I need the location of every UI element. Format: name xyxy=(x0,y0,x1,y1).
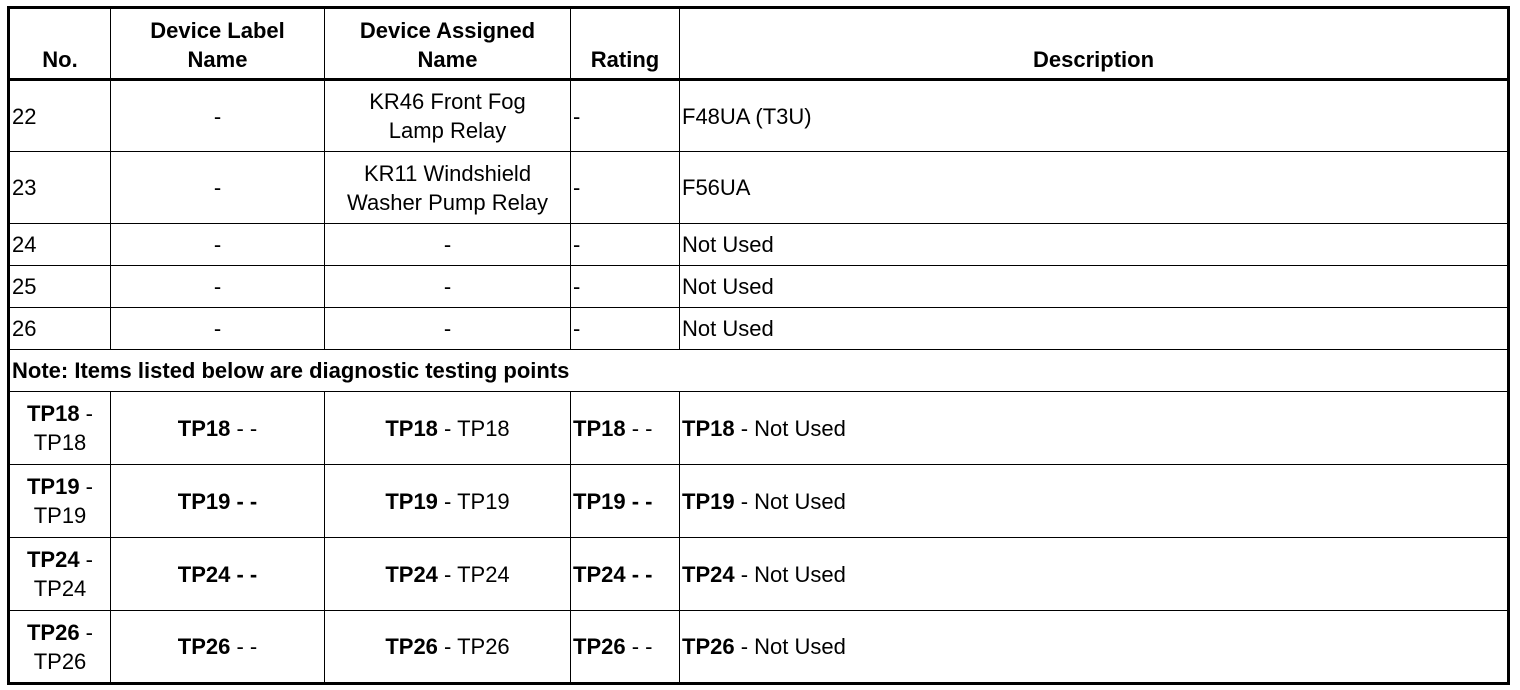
cell-description: TP19 - Not Used xyxy=(680,465,1509,538)
cell-label: TP19 - - xyxy=(111,465,325,538)
cell-rating: - xyxy=(571,152,680,224)
cell-label: - xyxy=(111,80,325,152)
cell-label: TP18 - - xyxy=(111,392,325,465)
test-point-row xyxy=(9,392,1509,465)
header-device-assigned-name: Device Assigned Name xyxy=(325,8,571,80)
cell-rating: - xyxy=(571,308,680,350)
cell-no: 24 xyxy=(9,224,111,266)
header-rating: Rating xyxy=(571,8,680,80)
cell-rating: TP26 - - xyxy=(571,611,680,684)
cell-description: TP26 - Not Used xyxy=(680,611,1509,684)
cell-rating: TP19 - - xyxy=(571,465,680,538)
cell-label: - xyxy=(111,266,325,308)
cell-description: TP18 - Not Used xyxy=(680,392,1509,465)
cell-assigned: - xyxy=(325,266,571,308)
cell-no: TP18 - TP18 xyxy=(9,392,111,465)
header-row xyxy=(9,8,1509,80)
cell-no: 26 xyxy=(9,308,111,350)
cell-assigned: KR11 Windshield Washer Pump Relay xyxy=(325,152,571,224)
cell-no: TP19 - TP19 xyxy=(9,465,111,538)
header-description: Description xyxy=(680,8,1509,80)
cell-assigned: - xyxy=(325,308,571,350)
cell-description: F56UA xyxy=(680,152,1509,224)
fuse-table-container xyxy=(7,6,1510,685)
cell-rating: - xyxy=(571,80,680,152)
test-point-row xyxy=(9,465,1509,538)
cell-assigned: TP19 - TP19 xyxy=(325,465,571,538)
header-device-label-name: Device Label Name xyxy=(111,8,325,80)
test-point-row xyxy=(9,538,1509,611)
cell-label: TP24 - - xyxy=(111,538,325,611)
cell-label: - xyxy=(111,224,325,266)
cell-description: Not Used xyxy=(680,266,1509,308)
table-row xyxy=(9,266,1509,308)
table-row xyxy=(9,80,1509,152)
cell-no: TP24 - TP24 xyxy=(9,538,111,611)
note-text: Note: Items listed below are diagnostic testing points xyxy=(9,350,1509,392)
cell-description: Not Used xyxy=(680,308,1509,350)
cell-assigned: - xyxy=(325,224,571,266)
cell-description: F48UA (T3U) xyxy=(680,80,1509,152)
cell-no: 23 xyxy=(9,152,111,224)
cell-description: TP24 - Not Used xyxy=(680,538,1509,611)
table-row xyxy=(9,224,1509,266)
cell-description: Not Used xyxy=(680,224,1509,266)
cell-no: 25 xyxy=(9,266,111,308)
table-row xyxy=(9,152,1509,224)
note-row xyxy=(9,350,1509,392)
fuse-relay-table xyxy=(7,6,1510,685)
test-point-row xyxy=(9,611,1509,684)
cell-no: TP26 - TP26 xyxy=(9,611,111,684)
table-row xyxy=(9,308,1509,350)
cell-rating: - xyxy=(571,224,680,266)
header-no: No. xyxy=(9,8,111,80)
cell-no: 22 xyxy=(9,80,111,152)
cell-label: TP26 - - xyxy=(111,611,325,684)
cell-assigned: TP24 - TP24 xyxy=(325,538,571,611)
cell-assigned: TP18 - TP18 xyxy=(325,392,571,465)
cell-label: - xyxy=(111,152,325,224)
cell-assigned: TP26 - TP26 xyxy=(325,611,571,684)
cell-assigned: KR46 Front Fog Lamp Relay xyxy=(325,80,571,152)
cell-rating: - xyxy=(571,266,680,308)
cell-rating: TP18 - - xyxy=(571,392,680,465)
cell-rating: TP24 - - xyxy=(571,538,680,611)
cell-label: - xyxy=(111,308,325,350)
